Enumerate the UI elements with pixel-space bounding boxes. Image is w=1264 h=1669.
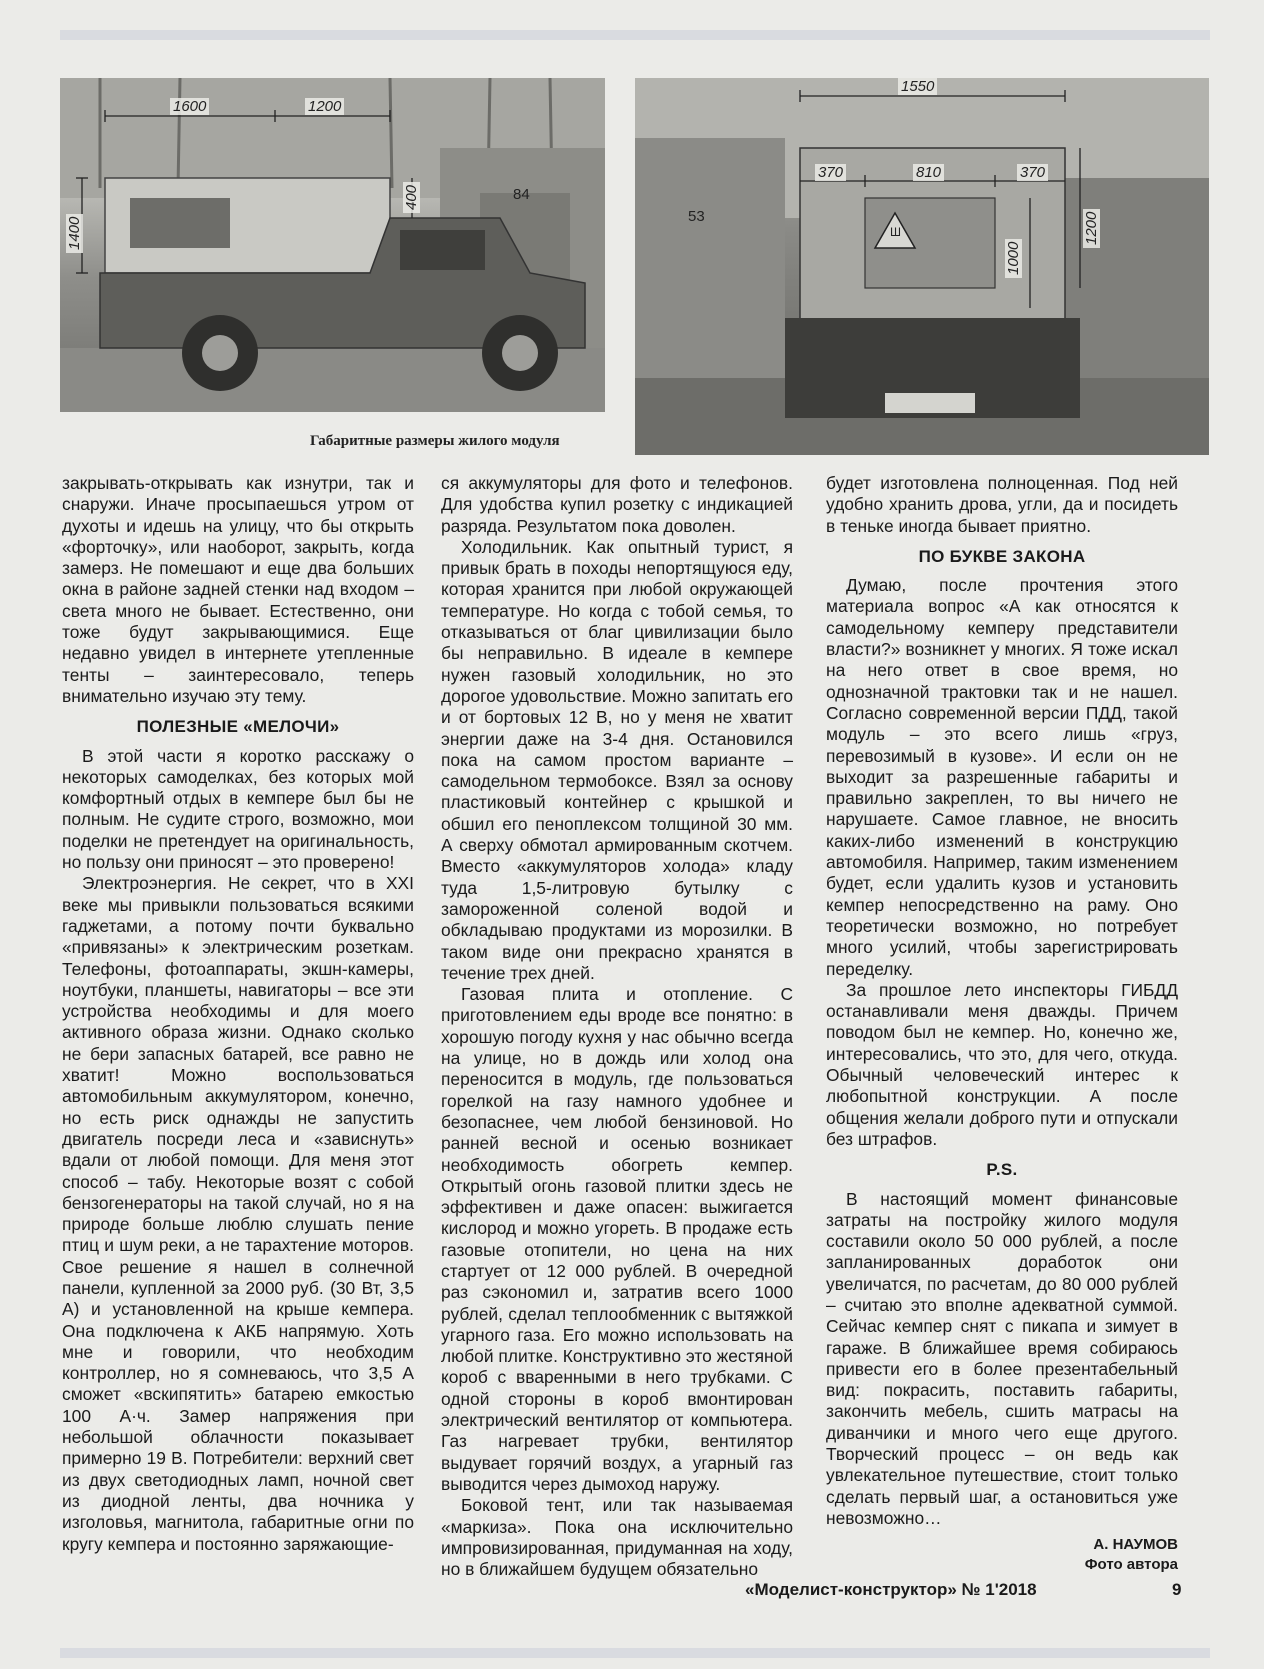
photo-caption: Габаритные размеры жилого модуля (310, 433, 560, 449)
dim-overhang: 400 (403, 182, 420, 213)
scan-artifact-bottom (60, 1648, 1210, 1658)
dim-door-height: 1000 (1005, 239, 1022, 278)
page-number: 9 (1172, 1580, 1182, 1599)
pickup-rear-illustration (635, 78, 1209, 455)
text-column-2 (441, 473, 793, 1580)
scan-artifact-top (60, 30, 1210, 40)
paragraph: Электроэнергия. Не секрет, что в XXI веке мы привыкли пользоваться всякими гаджетами, а потому почти буквально «привязаны» к электрическим розеткам. Телефоны, фотоаппараты, экшн-камеры, ноутбуки, планшеты, навигаторы – все эти устройства необходимы и для моего активного образа жизни. Однако сколько не бери запасных батарей, все равно не хватит! Можно воспользоваться автомобильным аккумулятором, конечно, но есть риск однажды не запустить двигатель посреди леса и «зависнуть» вдали от любой помощи. Для меня этот способ – табу. Некоторые возят с собой бензогенераторы на такой случай, но я на природе больше люблю слушать пение птиц и шум реки, а не тарахтение моторов. Свое решение я нашел в солнечной панели, купленной за 2000 руб. (30 Вт, 3,5 А) и установленной на крыше кемпера. Она подключена к АКБ напрямую. Хоть мне и говорили, что необходим контроллер, но я сомневаюсь, что 3,5 А сможет «вскипятить» батарею емкостью 100 А·ч. Замер напряжения при небольшой облачности показывает примерно 19 В. Потребители: верхний свет из двух светодиодных ламп, ночной свет из диодной ленты, два ночника у изголовья, магнитола, габаритные огни по кругу кемпера и постоянно заряжающие- (62, 873, 414, 1554)
dim-length-2: 1200 (305, 98, 344, 115)
paragraph: Думаю, после прочтения этого материала вопрос «А как относятся к самодельному кемперу представители власти?» возникнет у многих. Я тоже искал на него ответ в свое время, но однозначной трактовки так и не нашел. Согласно современной версии ПДД, такой модуль – это всего лишь «груз, перевозимый в кузове». И если он не выходит за разрешенные габариты и правильно закреплен, то вы ничего не нарушаете. Самое главное, не вносить каких-либо изменений в конструкцию автомобиля. Например, таким изменением будет, если удалить кузов и установить кемпер непосредственно на раму. Оно теоретически возможно, но потребует много усилий, чтобы зарегистрировать переделку. (826, 575, 1178, 979)
paragraph: Боковой тент, или так называемая «маркиза». Пока она исключительно импровизированная, придуманная на ходу, но в ближайшем будущем обязательно (441, 1495, 793, 1580)
dim-width-total: 1550 (898, 78, 937, 95)
dim-width-center: 810 (913, 164, 944, 181)
paragraph: ся аккумуляторы для фото и телефонов. Для удобства купил розетку с индикацией разряда. Результатом пока доволен. (441, 473, 793, 536)
garage-number-label: 53 (688, 208, 705, 225)
dim-width-right: 370 (1017, 164, 1048, 181)
paragraph: Газовая плита и отопление. С приготовлением еды вроде все понятно: в хорошую погоду кухня у нас обычно всегда на улице, но в дождь или холод она переносится в модуль, где пользоваться горелкой на газу намного удобнее и безопаснее, чем любой бензиновой. Но ранней весной и осенью возникает необходимость обогреть кемпер. Открытый огонь газовой плитки здесь не эффективен и даже опасен: выжигается кислород и можно угореть. В продаже есть газовые отопители, но цена на них стартует от 12 000 рублей. В очередной раз сэкономил и, затратив всего 1000 рублей, сделал теплообменник с вытяжкой угарного газа. Его можно использовать на любой плитке. Конструктивно это жестяной короб с вваренными в него трубками. С одной стороны в короб вмонтирован электрический вентилятор от компьютера. Газ нагревает трубки, вентилятор выдувает горячий воздух, а угарный газ выводится через дымоход наружу. (441, 984, 793, 1494)
text-column-3 (826, 473, 1178, 1575)
section-heading: ПО БУКВЕ ЗАКОНА (918, 546, 1086, 566)
photo-pickup-side (60, 78, 605, 412)
paragraph: В настоящий момент финансовые затраты на постройку жилого модуля составили около 50 000 рублей, а после запланированных доработок они увеличатся, по расчетам, до 80 000 рублей – считаю это вполне адекватной суммой. Сейчас кемпер снят с пикапа и зимует в гараже. В ближайшее время собираюсь привести его в более презентабельный вид: покрасить, поставить габариты, закончить мебель, сшить матрасы на диванчики и много чего еще другого. Творческий процесс – он ведь как увлекательное путешествие, стоит только сделать первый шаг, а остановиться уже невозможно… (826, 1188, 1178, 1528)
studded-tires-sign: Ш (890, 225, 901, 239)
paragraph: закрывать-открывать как изнутри, так и снаружи. Иначе просыпаешься утром от духоты и идешь на улицу, что бы открыть «форточку», или наоборот, закрыть, когда замерз. Не помешают и еще два больших окна в районе задней стенки над входом – света много не бывает. Естественно, они тоже будут закрывающимися. Еще недавно увидел в интернете утепленные тенты – заинтересовало, теперь внимательно изучаю эту тему. (62, 473, 414, 706)
photo-pickup-rear (635, 78, 1209, 455)
dim-width-left: 370 (815, 164, 846, 181)
dim-length-1: 1600 (170, 98, 209, 115)
paragraph: Холодильник. Как опытный турист, я привык брать в походы непортящуюся еду, которая хранится при любой окружающей температуре. Но когда с тобой семья, то отказываться от благ цивилизации было бы неправильно. В идеале в кемпере нужен газовый холодильник, но это дорогое удовольствие. Можно запитать его и от бортовых 12 В, но у меня не хватит энергии даже на 3-4 дня. Остановился пока на самом простом варианте – самодельном термобоксе. Взял за основу пластиковый контейнер с крышкой и обшил его пеноплексом толщиной 30 мм. А сверху обмотал армированным скотчем. Вместо «аккумуляторов холода» кладу туда 1,5-литровую бутылку с замороженной соленой водой и обкладываю продуктами из морозилки. В таком виде они прекрасно хранятся в течение трех дней. (441, 536, 793, 983)
paragraph: будет изготовлена полноценная. Под ней удобно хранить дрова, угли, да и посидеть в теньке иногда бывает приятно. (826, 473, 1178, 536)
section-heading: P.S. (986, 1160, 1018, 1180)
paragraph: За прошлое лето инспекторы ГИБДД останавливали меня дважды. Причем поводом был не кемпер. Но, конечно же, интересовались, что это, для чего, откуда. Обычный человеческий интерес к любопытной конструкции. А после общения желали доброго пути и отпускали без штрафов. (826, 979, 1178, 1149)
garage-number-label: 84 (513, 186, 530, 203)
paragraph: В этой части я коротко расскажу о некоторых самоделках, без которых мой комфортный отдых в кемпере был бы не полным. Не судите строго, возможно, мои поделки не претендует на оригинальность, но пользу они приносят – это проверено! (62, 745, 414, 873)
section-heading: ПОЛЕЗНЫЕ «МЕЛОЧИ» (136, 717, 340, 737)
pickup-side-illustration (60, 78, 605, 412)
text-column-1 (62, 473, 414, 1555)
dim-module-height: 1200 (1083, 209, 1100, 248)
author-name: А. НАУМОВ (1093, 1536, 1178, 1554)
photo-credit: Фото автора (1084, 1556, 1178, 1574)
dim-height: 1400 (66, 214, 83, 253)
magazine-issue-title: «Моделист-конструктор» № 1'2018 (745, 1580, 1037, 1599)
